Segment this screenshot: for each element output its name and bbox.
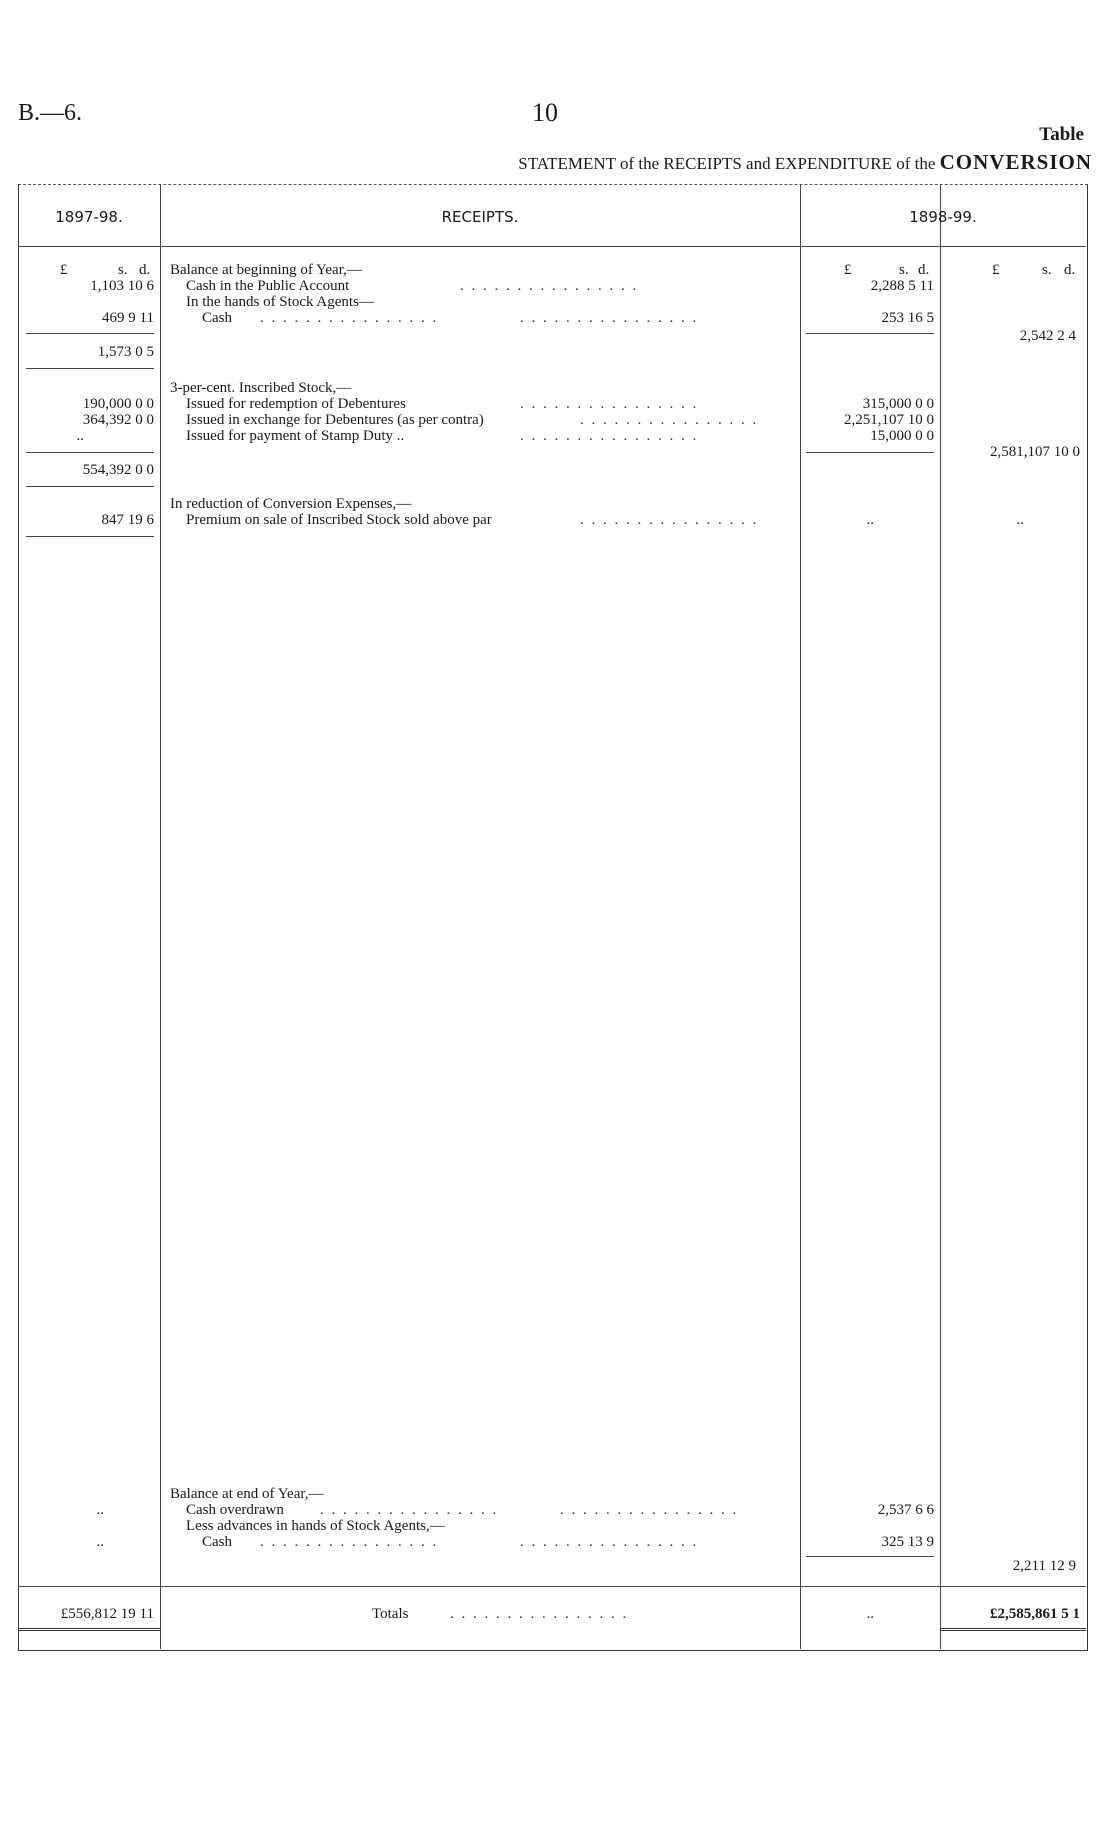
double-rule xyxy=(18,1628,160,1631)
column-divider xyxy=(940,184,941,1649)
subtotal-rule xyxy=(26,536,154,537)
leader-dots: . . . . . . . . . . . . . . . . xyxy=(460,278,639,294)
statement-title xyxy=(518,150,1092,175)
curr-exchange: 2,251,107 10 0 xyxy=(844,412,934,428)
double-rule xyxy=(940,1628,1086,1631)
shillings-header-totals: s. xyxy=(1042,262,1052,278)
curr-balance-begin-total: 2,542 2 4 xyxy=(1019,328,1076,344)
curr-redemption: 315,000 0 0 xyxy=(862,396,934,412)
prev-cash-agents: 469 9 11 xyxy=(102,310,154,326)
header-rule xyxy=(18,246,1086,247)
prev-stock-subtotal: 554,392 0 0 xyxy=(82,462,154,478)
pounds-header-items: £ xyxy=(844,262,852,278)
reduction-title: In reduction of Conversion Expenses,— xyxy=(170,496,412,512)
leader-dots: . . . . . . . . . . . . . . . . xyxy=(560,1502,739,1518)
balance-end-title: Balance at end of Year,— xyxy=(170,1486,324,1502)
issued-redemption-label: Issued for redemption of Debentures xyxy=(186,396,406,412)
column-header-prev-year: 1897-98. xyxy=(55,208,123,226)
prev-premium: 847 19 6 xyxy=(101,512,154,528)
subtotal-rule xyxy=(26,486,154,487)
curr-cash-agents: 253 16 5 xyxy=(881,310,934,326)
leader-dots: . . . . . . . . . . . . . . . . xyxy=(260,310,439,326)
prev-balance-subtotal: 1,573 0 5 xyxy=(97,344,154,360)
curr-overdrawn: 2,537 6 6 xyxy=(877,1502,934,1518)
leader-dots: . . . . . . . . . . . . . . . . xyxy=(580,412,759,428)
table-label: Table xyxy=(1039,124,1084,145)
page-number: 10 xyxy=(532,98,558,127)
leader-dots: . . . . . . . . . . . . . . . . xyxy=(450,1606,629,1622)
subtotal-rule xyxy=(26,368,154,369)
prev-advances: .. xyxy=(96,1534,104,1550)
stock-agents-title: In the hands of Stock Agents— xyxy=(186,294,374,310)
curr-items-total: .. xyxy=(866,1606,874,1622)
prev-overdrawn: .. xyxy=(96,1502,104,1518)
curr-stamp: 15,000 0 0 xyxy=(870,428,934,444)
prev-stamp: .. xyxy=(76,428,84,444)
totals-label: Totals xyxy=(372,1606,409,1622)
pounds-header-totals: £ xyxy=(992,262,1000,278)
curr-premium: .. xyxy=(866,512,874,528)
balance-begin-title: Balance at beginning of Year,— xyxy=(170,262,362,278)
subtotal-rule xyxy=(806,333,934,334)
curr-balance-end-total: 2,211 12 9 xyxy=(1012,1558,1076,1574)
statement-prefix: STATEMENT of the RECEIPTS and EXPENDITURE of the xyxy=(518,154,936,173)
column-header-curr-year: 1898-99. xyxy=(909,208,977,226)
curr-stock-total: 2,581,107 10 0 xyxy=(990,444,1080,460)
curr-advances: 325 13 9 xyxy=(881,1534,934,1550)
cash-agents-label: Cash xyxy=(202,310,232,326)
leader-dots: . . . . . . . . . . . . . . . . xyxy=(520,396,699,412)
pence-header-totals: d. xyxy=(1064,262,1076,278)
leader-dots: . . . . . . . . . . . . . . . . xyxy=(260,1534,439,1550)
column-header-receipts: RECEIPTS. xyxy=(441,208,519,226)
inscribed-stock-title: 3-per-cent. Inscribed Stock,— xyxy=(170,380,352,396)
shillings-header-prev: s. xyxy=(118,262,128,278)
pounds-header-prev: £ xyxy=(60,262,68,278)
leader-dots: . . . . . . . . . . . . . . . . xyxy=(520,310,699,326)
premium-label: Premium on sale of Inscribed Stock sold above par xyxy=(186,512,492,528)
document-reference: B.—6. xyxy=(18,100,83,126)
pence-header-items: d. xyxy=(918,262,930,278)
curr-cash-public: 2,288 5 11 xyxy=(870,278,934,294)
issued-exchange-label: Issued in exchange for Debentures (as per contra) xyxy=(186,412,484,428)
issued-stamp-label: Issued for payment of Stamp Duty .. xyxy=(186,428,405,444)
cash-overdrawn-label: Cash overdrawn xyxy=(186,1502,284,1518)
cash-advances-label: Cash xyxy=(202,1534,232,1550)
subtotal-rule xyxy=(806,452,934,453)
totals-rule xyxy=(18,1586,1086,1587)
leader-dots: . . . . . . . . . . . . . . . . xyxy=(320,1502,499,1518)
subtotal-rule xyxy=(26,333,154,334)
prev-grand-total: £556,812 19 11 xyxy=(60,1606,154,1622)
column-divider xyxy=(800,184,801,1649)
leader-dots: . . . . . . . . . . . . . . . . xyxy=(520,428,699,444)
curr-premium-total: .. xyxy=(1016,512,1024,528)
cash-public-account-label: Cash in the Public Account xyxy=(186,278,350,294)
leader-dots: . . . . . . . . . . . . . . . . xyxy=(520,1534,699,1550)
curr-grand-total: £2,585,861 5 1 xyxy=(990,1606,1080,1622)
shillings-header-items: s. xyxy=(899,262,909,278)
statement-emphasis: CONVERSION xyxy=(939,150,1092,174)
less-advances-label: Less advances in hands of Stock Agents,— xyxy=(186,1518,445,1534)
leader-dots: . . . . . . . . . . . . . . . . xyxy=(580,512,759,528)
pence-header-prev: d. xyxy=(139,262,151,278)
prev-redemption: 190,000 0 0 xyxy=(82,396,154,412)
prev-exchange: 364,392 0 0 xyxy=(82,412,154,428)
column-divider xyxy=(160,184,161,1649)
subtotal-rule xyxy=(26,452,154,453)
prev-cash-public: 1,103 10 6 xyxy=(90,278,154,294)
subtotal-rule xyxy=(806,1556,934,1557)
